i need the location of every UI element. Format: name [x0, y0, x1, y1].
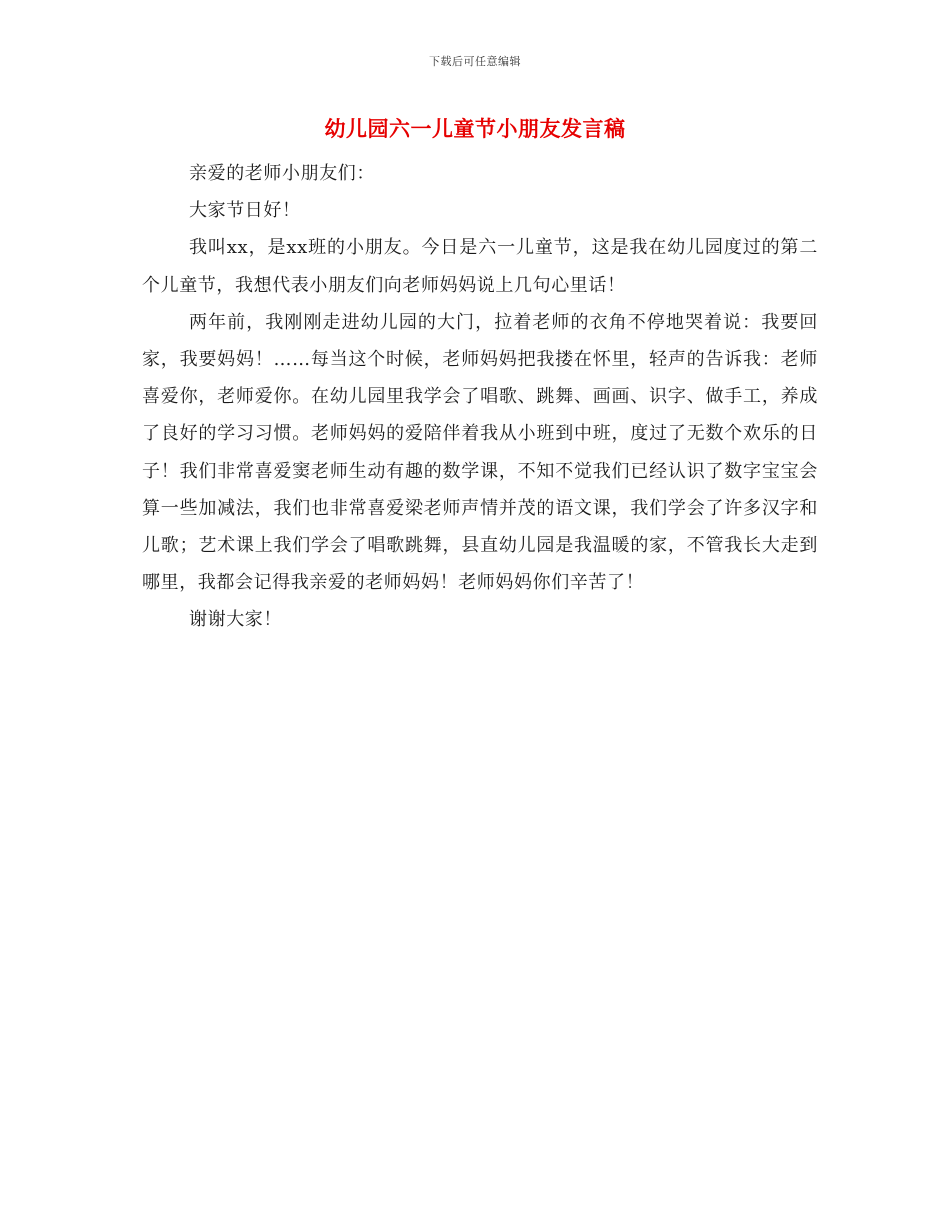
paragraph-greeting: 亲爱的老师小朋友们：: [189, 163, 375, 184]
paragraph-introduction: 我叫xx，是xx班的小朋友。今日是六一儿童节，这是我在幼儿园度过的第二个儿童节，我想代表小朋友们向老师妈妈说上几句心里话！: [142, 237, 818, 296]
paragraph-main: 两年前，我刚刚走进幼儿园的大门，拉着老师的衣角不停地哭着说：我要回家，我要妈妈！……每当这个时候，老师妈妈把我搂在怀里，轻声的告诉我：老师喜爱你，老师爱你。在幼儿园里我学会了唱歌、跳舞、画画、识字、做手工，养成了良好的学习习惯。老师妈妈的爱陪伴着我从小班到中班，度过了无数个欢乐的日子！我们非常喜爱窦老师生动有趣的数学课，不知不觉我们已经认识了数字宝宝会算一些加减法，我们也非常喜爱梁老师声情并茂的语文课，我们学会了许多汉字和儿歌；艺术课上我们学会了唱歌跳舞，县直幼儿园是我温暖的家，不管我长大走到哪里，我都会记得我亲爱的老师妈妈！老师妈妈你们辛苦了！: [142, 311, 818, 594]
paragraph-closing: 谢谢大家！: [189, 609, 282, 631]
paragraph-salutation: 大家节日好！: [189, 200, 301, 222]
header-note: 下载后可任意编辑: [429, 55, 521, 68]
document-title: 幼儿园六一儿童节小朋友发言稿: [324, 117, 626, 141]
document-body: [142, 155, 818, 639]
